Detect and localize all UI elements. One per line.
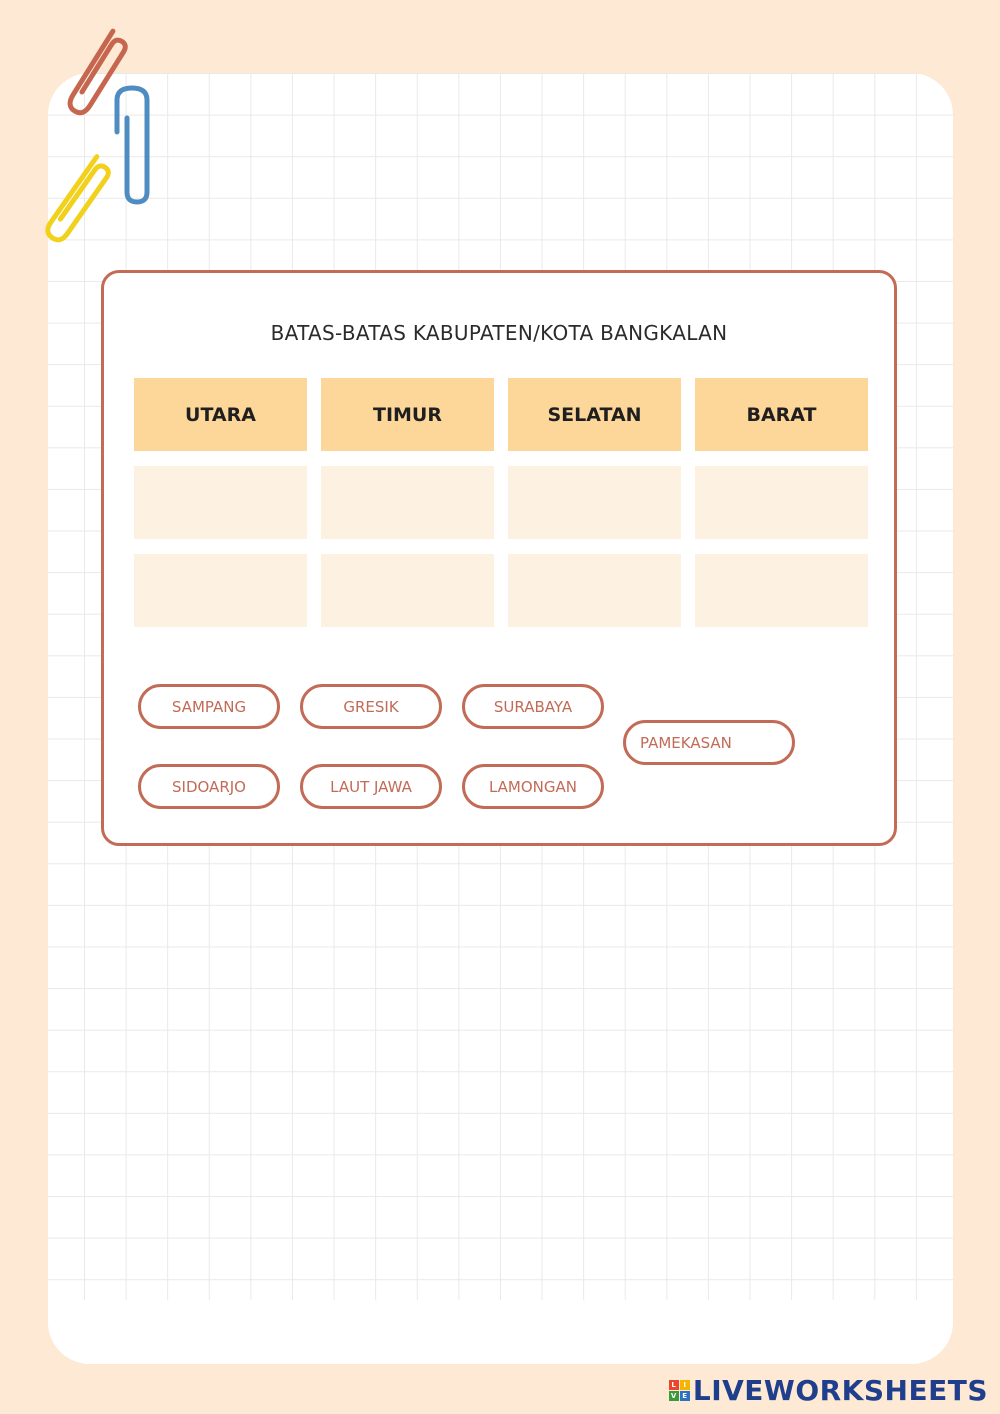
boundaries-card (101, 270, 897, 846)
option-chip-lamongan[interactable]: LAMONGAN (462, 764, 604, 809)
drop-zone-timur-1[interactable] (321, 466, 494, 539)
option-chip-sampang[interactable]: SAMPANG (138, 684, 280, 729)
logo-mark-v: V (669, 1391, 679, 1401)
drop-zone-barat-1[interactable] (695, 466, 868, 539)
logo-mark-i: I (680, 1380, 690, 1390)
worksheet-title: BATAS-BATAS KABUPATEN/KOTA BANGKALAN (270, 321, 728, 345)
liveworksheets-logo-icon (669, 1380, 690, 1401)
option-chip-surabaya[interactable]: SURABAYA (462, 684, 604, 729)
header-barat: BARAT (695, 378, 868, 451)
header-selatan: SELATAN (508, 378, 681, 451)
drop-zone-barat-2[interactable] (695, 554, 868, 627)
logo-text: LIVEWORKSHEETS (692, 1373, 988, 1407)
header-timur: TIMUR (321, 378, 494, 451)
logo-mark-l: L (669, 1380, 679, 1390)
drop-zone-utara-1[interactable] (134, 466, 307, 539)
drop-zone-selatan-2[interactable] (508, 554, 681, 627)
drop-zone-utara-2[interactable] (134, 554, 307, 627)
paperclip-yellow-icon (30, 140, 120, 260)
drop-zone-timur-2[interactable] (321, 554, 494, 627)
option-chip-sidoarjo[interactable]: SIDOARJO (138, 764, 280, 809)
option-chip-laut-jawa[interactable]: LAUT JAWA (300, 764, 442, 809)
drop-zone-selatan-1[interactable] (508, 466, 681, 539)
logo-mark-e: E (680, 1391, 690, 1401)
liveworksheets-logo[interactable] (669, 1372, 988, 1408)
worksheet-page-footer (48, 1300, 953, 1364)
option-chip-pamekasan[interactable]: PAMEKASAN (623, 720, 795, 765)
header-utara: UTARA (134, 378, 307, 451)
option-chip-gresik[interactable]: GRESIK (300, 684, 442, 729)
